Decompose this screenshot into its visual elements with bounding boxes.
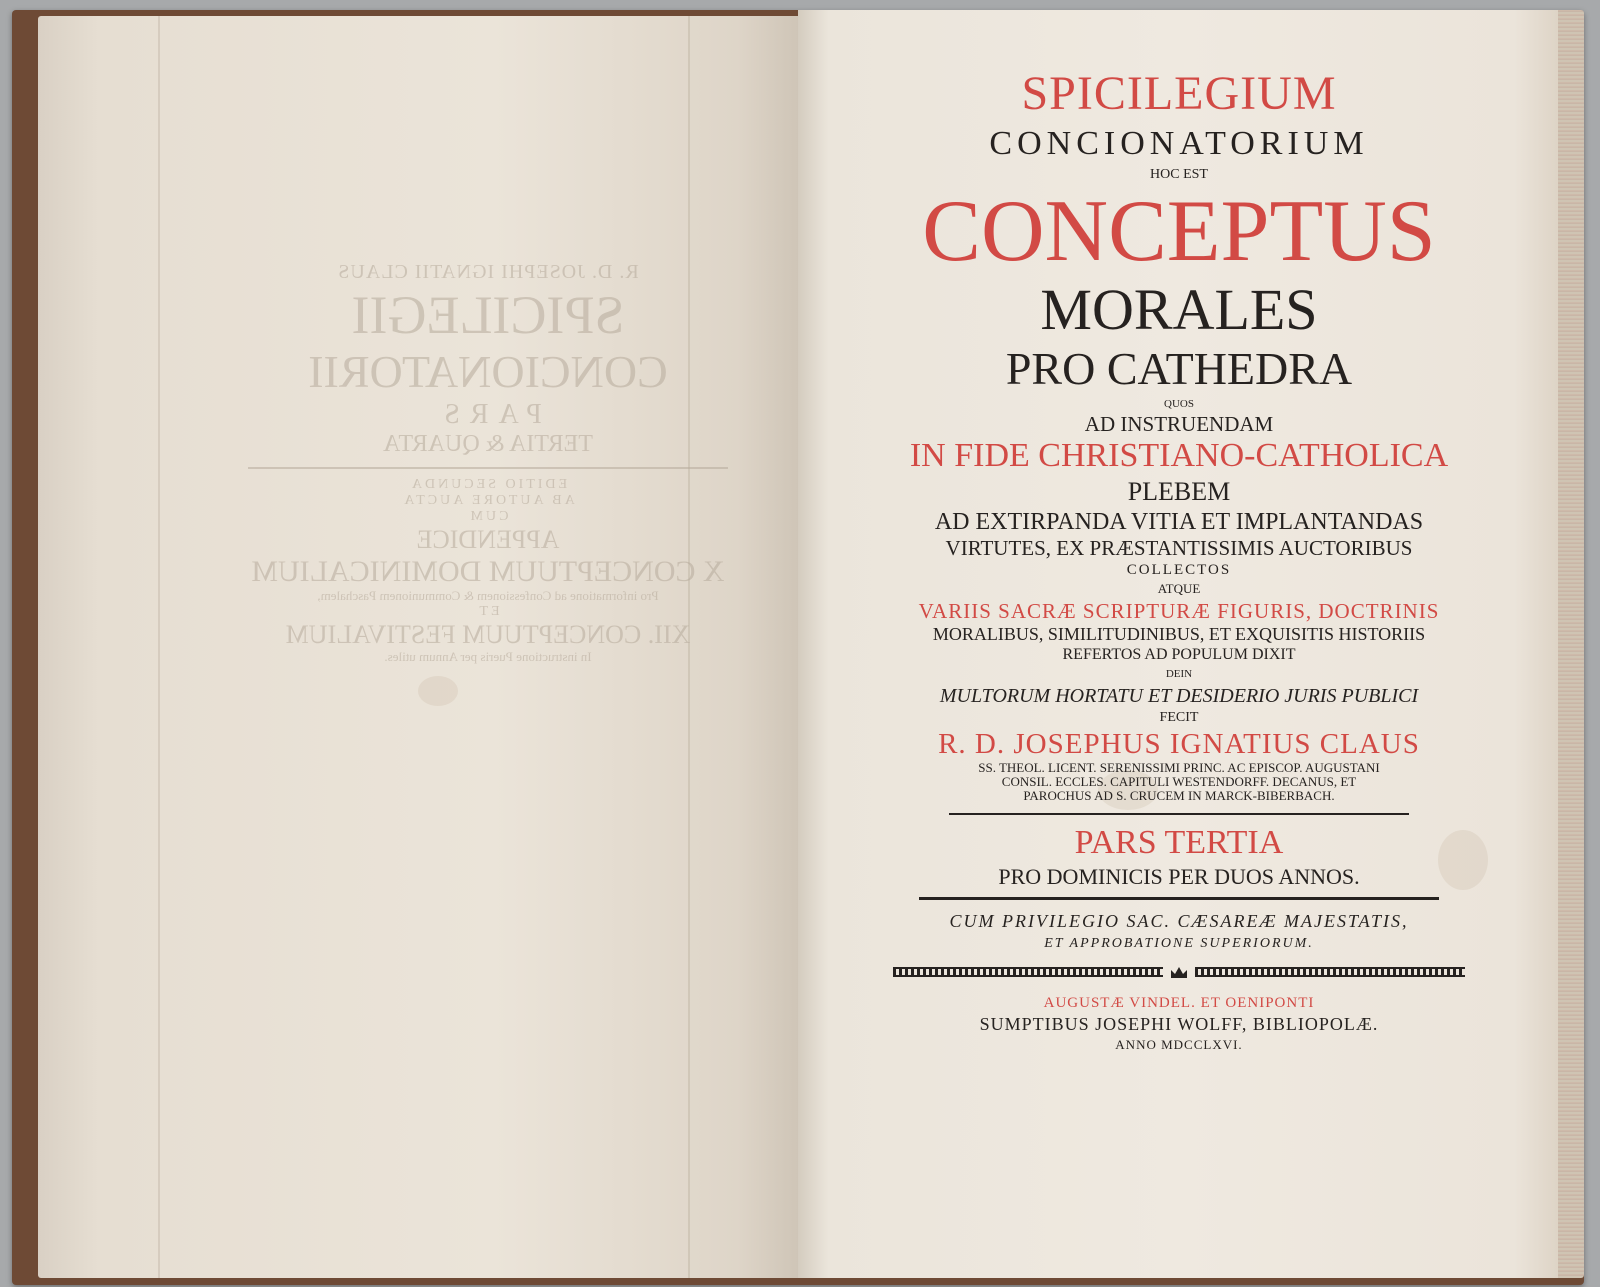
title-page (798, 10, 1560, 1278)
text-atque: ATQUE (1157, 581, 1201, 596)
bleed-line: CONCIONATORII (308, 346, 668, 398)
text-ad-instruendam: AD INSTRUENDAM (1084, 412, 1274, 436)
ornament-line (1195, 967, 1465, 977)
bleed-line: X CONCEPTUUM DOMINICALIUM (251, 554, 725, 588)
text-fecit: FECIT (1159, 710, 1199, 725)
bleed-line: XII. CONCEPTUUM FESTIVALIUM (285, 620, 691, 650)
text-variis: VARIIS SACRÆ SCRIPTURÆ FIGURIS, DOCTRINIS (918, 599, 1440, 623)
text-pro-dominicis: PRO DOMINICIS PER DUOS ANNOS. (998, 864, 1360, 889)
paper-crease (158, 16, 160, 1278)
title-hoc-est: HOC EST (1150, 167, 1208, 182)
text-pars-tertia: PARS TERTIA (1074, 824, 1284, 861)
bleed-line: ET (476, 604, 500, 620)
text-moralibus: MORALIBUS, SIMILITUDINIBUS, ET EXQUISITIS HISTORIIS (932, 624, 1426, 644)
text-multorum: MULTORUM HORTATU ET DESIDERIO JURIS PUBLICI (939, 685, 1419, 707)
divider-rule (919, 897, 1439, 900)
bleed-rule (248, 467, 728, 469)
text-approbatione: ET APPROBATIONE SUPERIORUM. (1044, 936, 1314, 951)
ornament-line (893, 967, 1163, 977)
text-in-fide: IN FIDE CHRISTIANO-CATHOLICA (909, 437, 1449, 474)
bleed-line: CUM (467, 508, 509, 524)
bleed-line: APPENDICE (416, 525, 560, 555)
crown-icon (1169, 964, 1189, 980)
imprint-publisher: SUMPTIBUS JOSEPHI WOLFF, BIBLIOPOLÆ. (979, 1014, 1379, 1034)
bleed-line: AB AUTORE AUCTA (401, 492, 575, 508)
bleed-line: EDITIO SECUNDA (408, 476, 568, 492)
bleed-line: PARS (434, 398, 542, 430)
title-morales: MORALES (1040, 277, 1318, 342)
ornamental-rule (798, 964, 1560, 980)
bleed-line: R. D. JOSEPHI IGNATII CLAUS (337, 261, 639, 283)
text-refertos: REFERTOS AD POPULUM DIXIT (1062, 646, 1296, 663)
author-name: R. D. JOSEPHUS IGNATIUS CLAUS (938, 728, 1420, 760)
open-book (12, 10, 1584, 1285)
author-credentials: PAROCHUS AD S. CRUCEM IN MARCK-BIBERBACH. (1023, 788, 1335, 803)
bleed-through-text (208, 261, 768, 665)
text-collectos: COLLECTOS (1126, 562, 1232, 578)
divider-rule (949, 813, 1409, 815)
bleed-line: TERTIA & QUARTA (383, 431, 593, 458)
bleed-line: Pro informatione ad Confessionem & Communionem Paschalem, (317, 588, 659, 604)
imprint-year: ANNO MDCCLXVI. (1115, 1037, 1243, 1052)
text-privilegio: CUM PRIVILEGIO SAC. CÆSAREÆ MAJESTATIS, (949, 911, 1409, 931)
text-virtutes: VIRTUTES, EX PRÆSTANTISSIMIS AUCTORIBUS (945, 536, 1413, 560)
text-dein: DEIN (1165, 668, 1193, 680)
bleed-line: SPICILEGII (351, 285, 625, 345)
left-page-endpaper (38, 16, 798, 1278)
title-pro-cathedra: PRO CATHEDRA (1005, 343, 1353, 394)
text-quos: QUOS (1164, 398, 1194, 410)
title-spicilegium: SPICILEGIUM (1021, 67, 1337, 120)
author-credentials: CONSIL. ECCLES. CAPITULI WESTENDORFF. DECANUS, ET (1001, 774, 1357, 789)
title-conceptus: CONCEPTUS (922, 183, 1436, 280)
author-credentials: SS. THEOL. LICENT. SERENISSIMI PRINC. AC EPISCOP. AUGUSTANI (978, 760, 1380, 775)
stain-mark (418, 676, 458, 706)
title-concionatorium: CONCIONATORIUM (989, 125, 1369, 162)
text-plebem: PLEBEM (1127, 477, 1231, 506)
title-block (798, 64, 1560, 1054)
page-block-edge (1558, 10, 1584, 1278)
imprint-place: AUGUSTÆ VINDEL. ET OENIPONTI (1043, 995, 1315, 1011)
text-ad-extirpanda: AD EXTIRPANDA VITIA ET IMPLANTANDAS (934, 509, 1424, 535)
bleed-line: In instructione Pueris per Annum utiles. (384, 649, 592, 665)
